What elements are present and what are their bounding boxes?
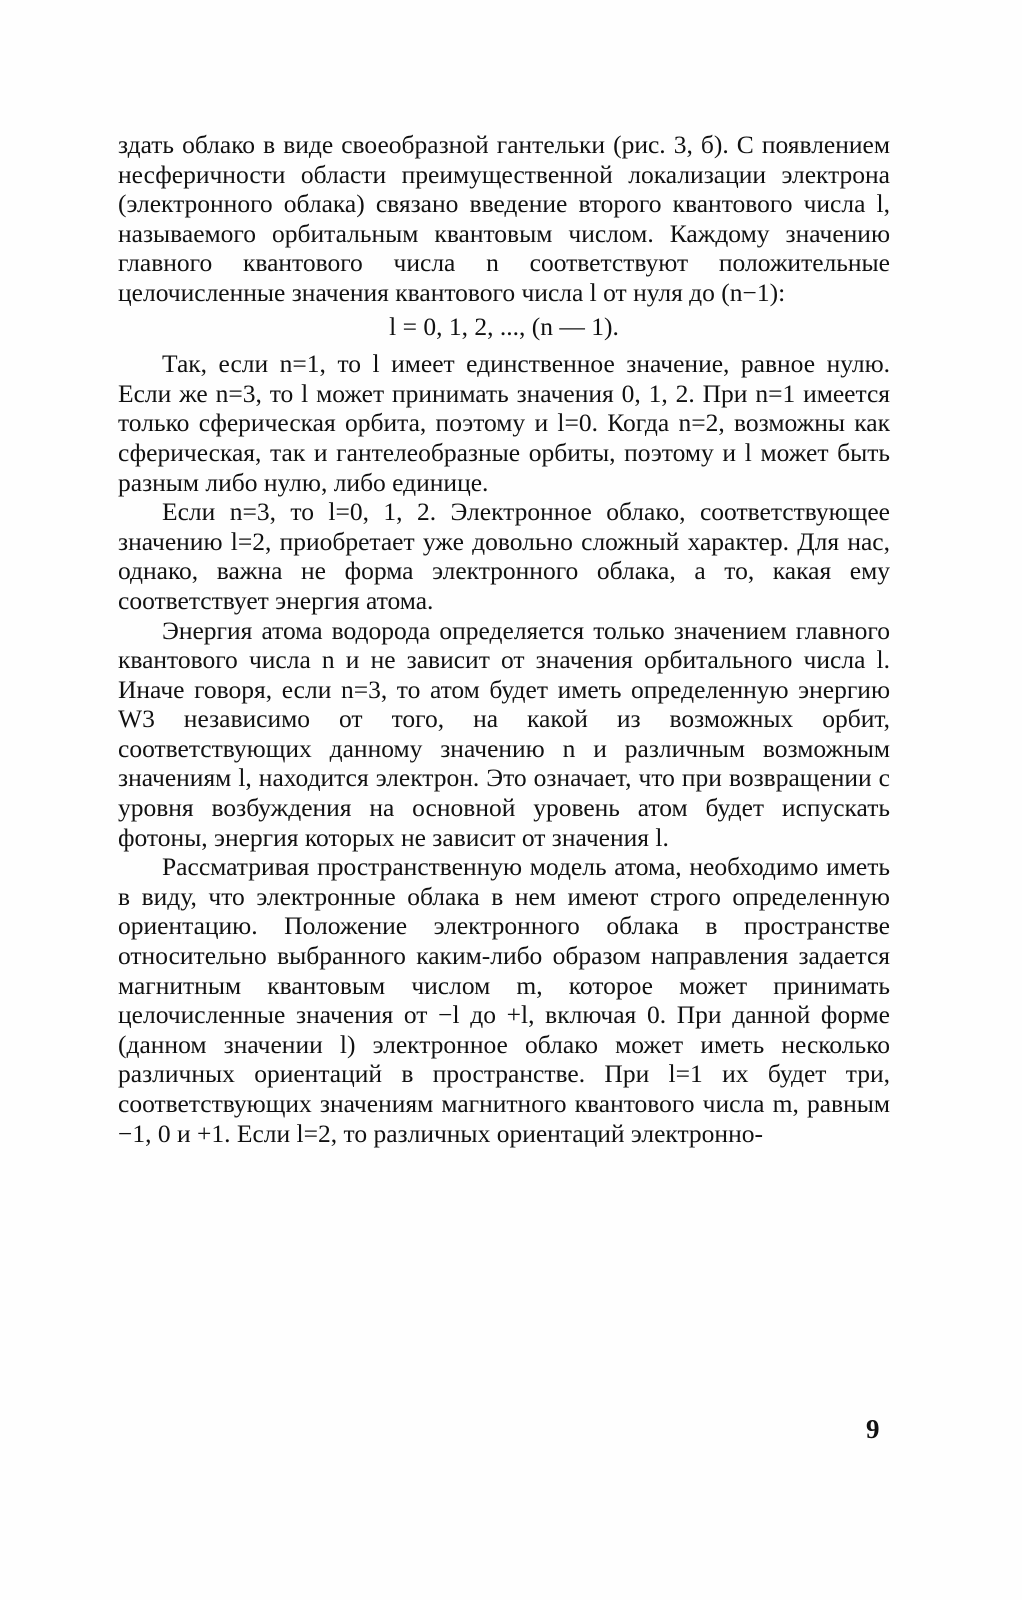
paragraph-2: Так, если n=1, то l имеет единственное значение, равное нулю. Если же n=3, то l может принимать значения 0, 1, 2. При n=1 имеется только сферическая орбита, поэтому и l=0. Когда n=2, возможны как сферическая, так и гантелеобразные орбиты, поэтому и l может быть разным либо нулю, либо единице. bbox=[118, 349, 890, 497]
paragraph-5: Рассматривая пространственную модель атома, необходимо иметь в виду, что электронные облака в нем имеют строго определенную ориентацию. Положение электронного облака в пространстве относительно выбранного каким-либо образом направления задается магнитным квантовым числом m, которое может принимать целочисленные значения от −l до +l, включая 0. При данной форме (данном значении l) электронное облако может иметь несколько различных ориентаций в пространстве. При l=1 их будет три, соответствующих значениям магнитного квантового числа m, равным −1, 0 и +1. Если l=2, то различных ориентаций электронно- bbox=[118, 852, 890, 1148]
page-number: 9 bbox=[866, 1414, 880, 1444]
formula-l-values: l = 0, 1, 2, ..., (n — 1). bbox=[389, 311, 619, 341]
body-text bbox=[118, 130, 890, 1148]
paragraph-3: Если n=3, то l=0, 1, 2. Электронное облако, соответствующее значению l=2, приобретает уже довольно сложный характер. Для нас, однако, важна не форма электронного облака, а то, какая ему соответствует энергия атома. bbox=[118, 497, 890, 615]
paragraph-1: здать облако в виде своеобразной гантельки (рис. 3, б). С появлением несферичности области преимущественной локализации электрона (электронного облака) связано введение второго квантового числа l, называемого орбитальным квантовым числом. Каждому значению главного квантового числа n соответствуют положительные целочисленные значения квантового числа l от нуля до (n−1): bbox=[118, 130, 890, 307]
paragraph-4: Энергия атома водорода определяется только значением главного квантового числа n и не зависит от значения орбитального числа l. Иначе говоря, если n=3, то атом будет иметь определенную энергию W3 независимо от того, на какой из возможных орбит, соответствующих данному значению n и различным возможным значениям l, находится электрон. Это означает, что при возвращении с уровня возбуждения на основной уровень атом будет испускать фотоны, энергия которых не зависит от значения l. bbox=[118, 615, 890, 852]
